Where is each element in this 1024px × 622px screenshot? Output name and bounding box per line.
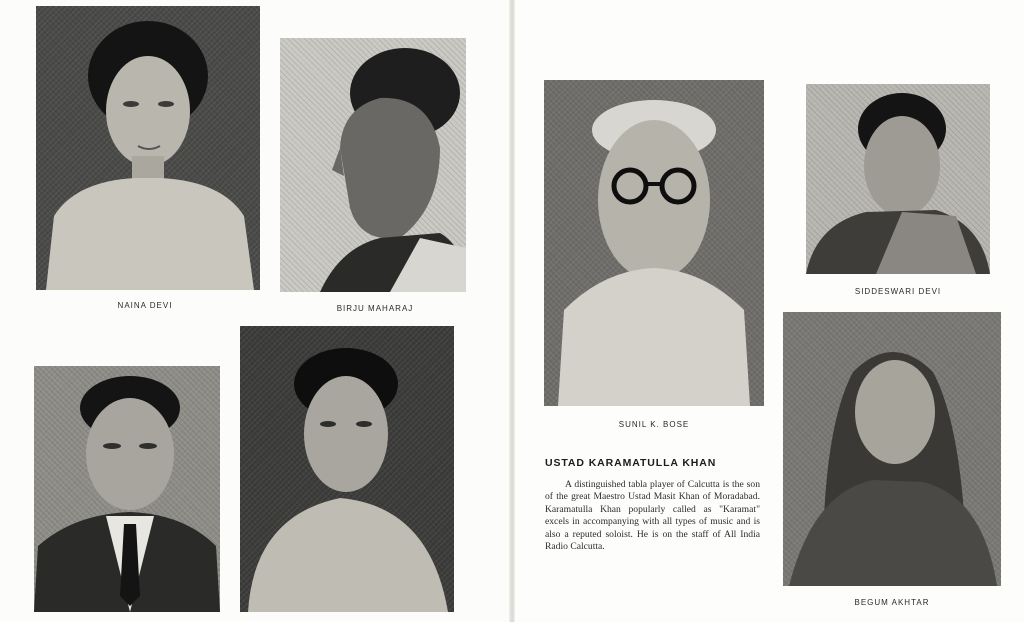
photo-naina-devi [36,6,260,290]
photo-young-man [240,326,454,612]
caption-birju-maharaj: BIRJU MAHARAJ [336,304,414,313]
caption-naina-devi: NAINA DEVI [117,301,173,310]
photo-birju-maharaj [280,38,466,292]
caption-siddeswari-devi: SIDDESWARI DEVI [854,287,942,296]
article-body: A distinguished tabla player of Calcutta is the son of the great Maestro Ustad Masit Khan of Moradabad. Karamatulla Khan popularly called as "Karamat" excels in accompanying with all types of music and is also a reputed soloist. He is on the staff of All India Radio Calcutta. [545,479,760,553]
caption-begum-akhtar: BEGUM AKHTAR [854,598,930,607]
photo-man-in-suit [34,366,220,612]
photo-sunil-k-bose [544,80,764,406]
photo-siddeswari-devi [806,84,990,274]
article-title: USTAD KARAMATULLA KHAN [545,457,717,469]
caption-sunil-k-bose: SUNIL K. BOSE [618,420,690,429]
photo-begum-akhtar [783,312,1001,586]
